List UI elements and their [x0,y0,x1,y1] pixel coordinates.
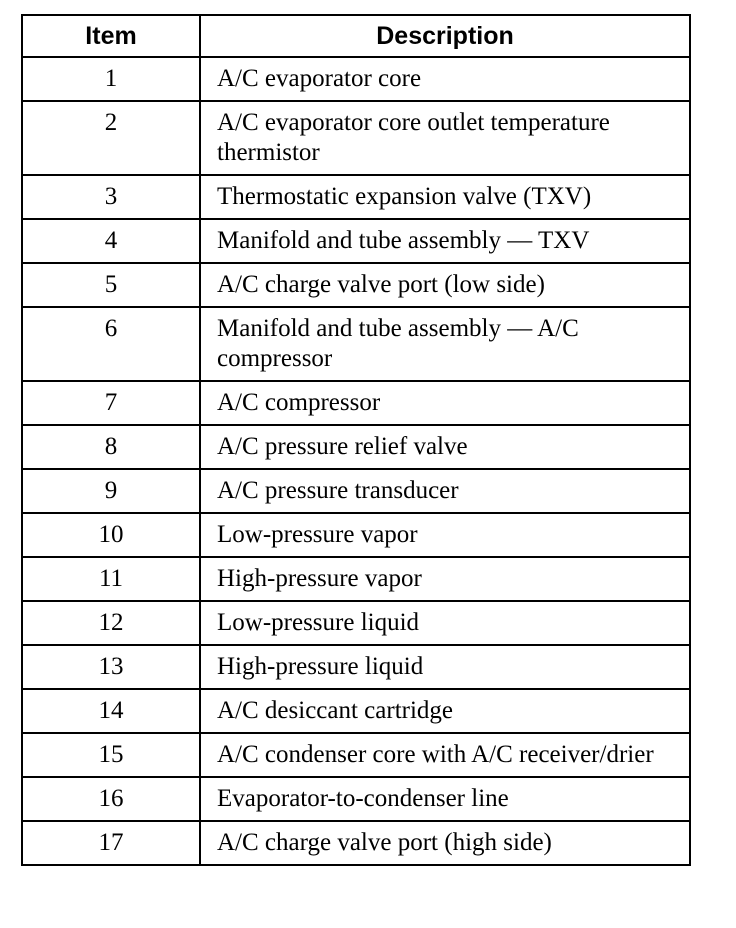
item-description: A/C charge valve port (low side) [200,263,690,307]
item-description: A/C evaporator core [200,57,690,101]
table-row [22,777,690,821]
item-description: High-pressure vapor [200,557,690,601]
parts-table [21,14,691,866]
table-row [22,425,690,469]
table-row [22,469,690,513]
item-description: A/C evaporator core outlet temperature thermistor [200,101,690,175]
item-number: 8 [22,425,200,469]
item-number: 3 [22,175,200,219]
item-description: A/C charge valve port (high side) [200,821,690,865]
table-row [22,101,690,175]
item-column-header: Item [22,15,200,57]
table-row [22,513,690,557]
table-row [22,57,690,101]
item-number: 4 [22,219,200,263]
item-number: 11 [22,557,200,601]
table-body [22,57,690,865]
header-row [22,15,690,57]
item-number: 12 [22,601,200,645]
item-description: A/C compressor [200,381,690,425]
item-number: 7 [22,381,200,425]
item-description: High-pressure liquid [200,645,690,689]
item-description: Low-pressure vapor [200,513,690,557]
item-number: 2 [22,101,200,175]
table-row [22,557,690,601]
table-row [22,821,690,865]
item-description: A/C pressure transducer [200,469,690,513]
item-description: A/C pressure relief valve [200,425,690,469]
table-row [22,381,690,425]
table-row [22,733,690,777]
item-description: Evaporator-to-condenser line [200,777,690,821]
item-number: 9 [22,469,200,513]
table-row [22,307,690,381]
table-row [22,645,690,689]
item-number: 13 [22,645,200,689]
item-number: 5 [22,263,200,307]
table-row [22,601,690,645]
item-description: Thermostatic expansion valve (TXV) [200,175,690,219]
item-number: 14 [22,689,200,733]
item-number: 6 [22,307,200,381]
item-description: A/C condenser core with A/C receiver/drier [200,733,690,777]
item-description: Manifold and tube assembly — TXV [200,219,690,263]
item-number: 10 [22,513,200,557]
table-row [22,219,690,263]
table-row [22,263,690,307]
item-number: 1 [22,57,200,101]
item-number: 16 [22,777,200,821]
item-description: Manifold and tube assembly — A/C compressor [200,307,690,381]
table-row [22,689,690,733]
item-number: 15 [22,733,200,777]
item-description: Low-pressure liquid [200,601,690,645]
description-column-header: Description [200,15,690,57]
item-number: 17 [22,821,200,865]
table-row [22,175,690,219]
item-description: A/C desiccant cartridge [200,689,690,733]
